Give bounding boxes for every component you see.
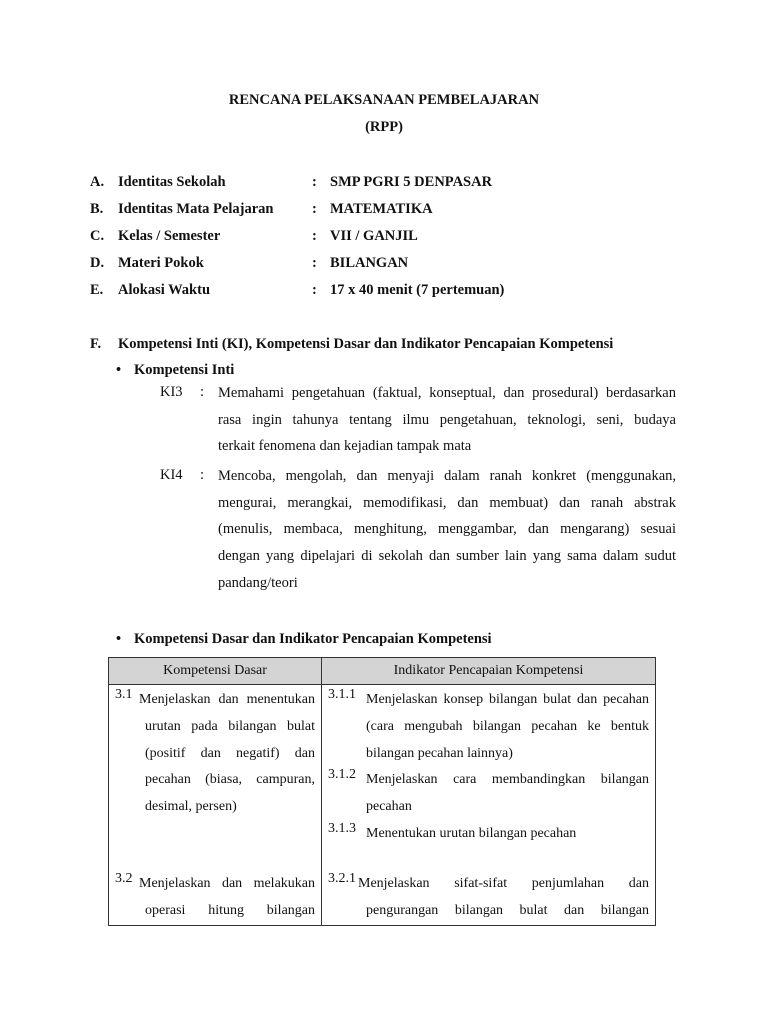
ki-separator: : bbox=[200, 384, 205, 400]
kd-text-cont bbox=[115, 898, 315, 925]
identity-colon: : bbox=[312, 228, 317, 244]
indicator-line: Menentukan urutan bilangan pecahan bbox=[366, 825, 577, 841]
kd-entry bbox=[115, 871, 315, 925]
kompetensi-dasar-heading bbox=[116, 628, 492, 650]
identity-colon: : bbox=[312, 174, 317, 190]
indicator-text bbox=[328, 767, 649, 821]
identity-letter: D. bbox=[90, 255, 105, 271]
identity-letter: E. bbox=[90, 282, 104, 298]
indicator-text bbox=[328, 871, 649, 898]
table-row bbox=[109, 685, 656, 872]
identity-colon: : bbox=[312, 255, 317, 271]
ki-line: terkait fenomena dan kejadian tampak mata bbox=[218, 438, 472, 455]
ki-line: dengan yang dipelajari di sekolah dan sumber lain yang sama dalam sudut bbox=[218, 548, 676, 565]
indicator-text-cont bbox=[328, 898, 649, 925]
ki-line: Mencoba, mengolah, dan menyaji dalam ranah konkret (menggunakan, bbox=[218, 468, 676, 484]
indicator-line: pengurangan bilangan bulat dan bilangan bbox=[366, 902, 649, 918]
table-header-row bbox=[109, 658, 656, 685]
ki-code: KI4 bbox=[160, 467, 183, 483]
indicator-entry bbox=[328, 871, 649, 925]
ki-line: Memahami pengetahuan (faktual, konseptual, dan prosedural) berdasarkan bbox=[218, 385, 676, 401]
indicator-line: pecahan bbox=[366, 799, 412, 815]
kd-cell bbox=[109, 685, 322, 872]
ki-body bbox=[218, 463, 676, 596]
ki-line: pandang/teori bbox=[218, 574, 298, 591]
heading-text: Kompetensi Dasar dan Indikator Pencapaian Kompetensi bbox=[134, 631, 492, 647]
kd-line: Menjelaskan dan menentukan bbox=[139, 692, 315, 707]
kd-indicator-table bbox=[108, 657, 656, 926]
indicator-cell bbox=[322, 685, 656, 872]
kd-line: pecahan (biasa, campuran, bbox=[145, 772, 315, 788]
heading-text: Kompetensi Inti bbox=[134, 362, 235, 378]
identity-letter: C. bbox=[90, 228, 105, 244]
identity-colon: : bbox=[312, 201, 317, 217]
identity-value: BILANGAN bbox=[330, 255, 409, 271]
indicator-number: 3.1.2 bbox=[328, 767, 356, 783]
identity-letter: A. bbox=[90, 174, 105, 190]
indicator-number: 3.1.1 bbox=[328, 687, 356, 702]
identity-value: VII / GANJIL bbox=[330, 228, 418, 244]
indicator-text bbox=[328, 687, 649, 767]
kd-entry bbox=[115, 687, 315, 821]
identity-label: Alokasi Waktu bbox=[118, 282, 211, 298]
kd-text bbox=[115, 871, 315, 898]
indicator-number: 3.2.1 bbox=[328, 871, 356, 886]
indicator-text bbox=[328, 821, 649, 848]
indicator-entry bbox=[328, 767, 649, 821]
section-letter: F. bbox=[90, 336, 102, 352]
ki-line: mengurai, merangkai, memodifikasi, dan membuat) dan ranah abstrak bbox=[218, 494, 676, 511]
ki-line: (menulis, membaca, menghitung, menggambar, dan mengarang) sesuai bbox=[218, 521, 676, 538]
table-row bbox=[109, 871, 656, 925]
identity-value: MATEMATIKA bbox=[330, 201, 433, 217]
indicator-number: 3.1.3 bbox=[328, 820, 356, 836]
identity-label: Identitas Mata Pelajaran bbox=[118, 201, 274, 217]
kd-line: urutan pada bilangan bulat bbox=[145, 718, 315, 734]
kd-line: operasi hitung bilangan bbox=[145, 902, 315, 918]
indicator-line: Menjelaskan cara membandingkan bilangan bbox=[366, 772, 649, 788]
table-header-indicator: Indikator Pencapaian Kompetensi bbox=[322, 658, 656, 685]
document-title: RENCANA PELAKSANAAN PEMBELAJARAN bbox=[228, 92, 540, 108]
identity-letter: B. bbox=[90, 201, 104, 217]
kompetensi-inti-heading bbox=[116, 359, 234, 381]
identity-label: Identitas Sekolah bbox=[118, 174, 226, 190]
table-header-kd: Kompetensi Dasar bbox=[109, 658, 322, 685]
kd-line: Menjelaskan dan melakukan bbox=[139, 876, 315, 891]
identity-label: Kelas / Semester bbox=[118, 228, 221, 244]
identity-label: Materi Pokok bbox=[118, 255, 204, 271]
indicator-line: bilangan pecahan lainnya) bbox=[366, 745, 513, 761]
kd-line: (positif dan negatif) dan bbox=[145, 745, 315, 761]
indicator-cell bbox=[322, 871, 656, 925]
identity-value: 17 x 40 menit (7 pertemuan) bbox=[330, 282, 505, 298]
kd-text-cont bbox=[115, 714, 315, 821]
kd-number: 3.1 bbox=[115, 687, 133, 702]
identity-value: SMP PGRI 5 DENPASAR bbox=[330, 174, 493, 190]
indicator-entry bbox=[328, 687, 649, 767]
indicator-entry bbox=[328, 821, 649, 848]
kd-number: 3.2 bbox=[115, 871, 133, 886]
ki-code: KI3 bbox=[160, 384, 183, 400]
ki-line: rasa ingin tahunya tentang ilmu pengetahuan, teknologi, seni, budaya bbox=[218, 411, 676, 428]
bullet-icon: • bbox=[116, 631, 122, 647]
kd-text bbox=[115, 687, 315, 714]
kd-line: desimal, persen) bbox=[145, 799, 237, 815]
bullet-icon: • bbox=[116, 362, 122, 378]
indicator-line: (cara mengubah bilangan pecahan ke bentuk bbox=[366, 718, 649, 734]
indicator-line: Menjelaskan konsep bilangan bulat dan pecahan bbox=[366, 692, 649, 707]
identity-colon: : bbox=[312, 282, 317, 298]
ki-separator: : bbox=[200, 467, 205, 483]
section-title: Kompetensi Inti (KI), Kompetensi Dasar dan Indikator Pencapaian Kompetensi bbox=[118, 336, 614, 352]
kd-cell bbox=[109, 871, 322, 925]
document-subtitle: (RPP) bbox=[365, 119, 403, 135]
indicator-line: Menjelaskan sifat-sifat penjumlahan dan bbox=[358, 876, 649, 891]
ki-body bbox=[218, 380, 676, 460]
